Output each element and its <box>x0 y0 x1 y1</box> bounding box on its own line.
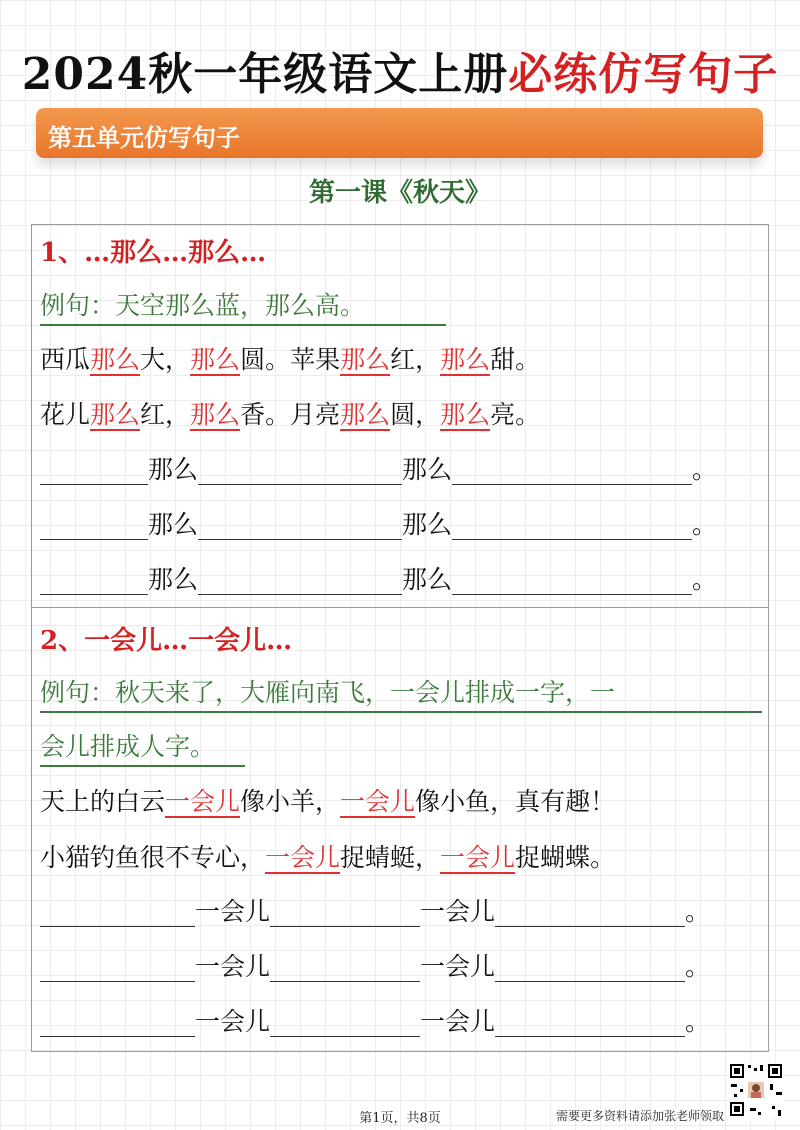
text: 像小鱼，真有趣！ <box>415 787 616 816</box>
fill-row <box>40 897 710 927</box>
fill-word: 那么 <box>402 510 453 539</box>
text: 红， <box>390 345 441 374</box>
fill-word: 一会儿 <box>195 952 271 981</box>
text: 红， <box>140 400 191 429</box>
fill-word: 一会儿 <box>420 952 496 981</box>
text: 甜。 <box>490 345 541 374</box>
fill-word: 那么 <box>148 510 199 539</box>
text: 花儿 <box>40 400 91 429</box>
answer-blank[interactable] <box>40 456 148 485</box>
fill-word: 一会儿 <box>420 897 496 926</box>
section1-example: 例句：天空那么蓝，那么高。 <box>40 286 446 326</box>
text: 天上的白云 <box>40 787 166 816</box>
keyword: 一会儿 <box>265 843 341 872</box>
period: 。 <box>692 565 718 594</box>
answer-blank[interactable] <box>270 898 420 927</box>
keyword: 那么 <box>440 400 491 429</box>
fill-row <box>40 510 717 540</box>
answer-blank[interactable] <box>495 953 685 982</box>
section1-heading: 1、…那么…那么… <box>40 238 267 268</box>
period: 。 <box>692 455 718 484</box>
keyword: 那么 <box>90 400 141 429</box>
period: 。 <box>692 510 718 539</box>
fill-row <box>40 455 717 485</box>
page-number: 第1页，共8页 <box>359 1111 441 1126</box>
text: 西瓜 <box>40 345 91 374</box>
section1-sentence-2 <box>40 395 540 431</box>
keyword: 那么 <box>440 345 491 374</box>
unit-banner-label: 第五单元仿写句子 <box>48 123 240 152</box>
answer-blank[interactable] <box>40 511 148 540</box>
fill-row <box>40 1007 710 1037</box>
fill-word: 一会儿 <box>195 1007 271 1036</box>
page-title <box>0 38 800 102</box>
fill-word: 那么 <box>148 565 199 594</box>
keyword: 那么 <box>90 345 141 374</box>
section-divider <box>31 607 769 608</box>
qr-code-icon <box>728 1062 784 1118</box>
fill-word: 那么 <box>402 565 453 594</box>
answer-blank[interactable] <box>40 898 195 927</box>
period: 。 <box>685 897 711 926</box>
period: 。 <box>685 952 711 981</box>
text: 圆， <box>390 400 441 429</box>
title-red: 必练仿写句子 <box>508 49 779 100</box>
text: 捉蝴蝶。 <box>515 843 616 872</box>
keyword: 一会儿 <box>340 787 416 816</box>
lesson-title: 第一课《秋天》 <box>308 178 491 208</box>
answer-blank[interactable] <box>40 566 148 595</box>
answer-blank[interactable] <box>452 456 692 485</box>
answer-blank[interactable] <box>452 511 692 540</box>
keyword: 那么 <box>340 345 391 374</box>
qr-note: 需要更多资料请添加张老师领取 <box>556 1109 725 1123</box>
answer-blank[interactable] <box>270 1008 420 1037</box>
answer-blank[interactable] <box>198 566 402 595</box>
fill-word: 那么 <box>402 455 453 484</box>
answer-blank[interactable] <box>198 456 402 485</box>
answer-blank[interactable] <box>495 898 685 927</box>
title-black: 2024秋一年级语文上册 <box>21 49 509 100</box>
text: 像小羊， <box>240 787 341 816</box>
keyword: 那么 <box>190 400 241 429</box>
section1-sentence-1 <box>40 340 540 376</box>
text: 亮。 <box>490 400 541 429</box>
answer-blank[interactable] <box>452 566 692 595</box>
fill-word: 一会儿 <box>195 897 271 926</box>
keyword: 那么 <box>190 345 241 374</box>
answer-blank[interactable] <box>40 953 195 982</box>
text: 捉蜻蜓， <box>340 843 441 872</box>
text: 香。月亮 <box>240 400 341 429</box>
keyword: 那么 <box>340 400 391 429</box>
keyword: 一会儿 <box>440 843 516 872</box>
section2-example-line1: 例句：秋天来了，大雁向南飞，一会儿排成一字，一 <box>40 673 762 713</box>
answer-blank[interactable] <box>40 1008 195 1037</box>
text: 大， <box>140 345 191 374</box>
answer-blank[interactable] <box>198 511 402 540</box>
fill-word: 那么 <box>148 455 199 484</box>
fill-word: 一会儿 <box>420 1007 496 1036</box>
section2-example-line2: 会儿排成人字。 <box>40 727 245 767</box>
keyword: 一会儿 <box>165 787 241 816</box>
period: 。 <box>685 1007 711 1036</box>
text: 圆。苹果 <box>240 345 341 374</box>
text: 小猫钓鱼很不专心， <box>40 843 266 872</box>
unit-banner <box>36 108 763 158</box>
answer-blank[interactable] <box>495 1008 685 1037</box>
section2-sentence-1 <box>40 782 615 818</box>
section2-heading: 2、一会儿…一会儿… <box>40 626 293 656</box>
section2-sentence-2 <box>40 838 615 874</box>
answer-blank[interactable] <box>270 953 420 982</box>
fill-row <box>40 565 717 595</box>
fill-row <box>40 952 710 982</box>
